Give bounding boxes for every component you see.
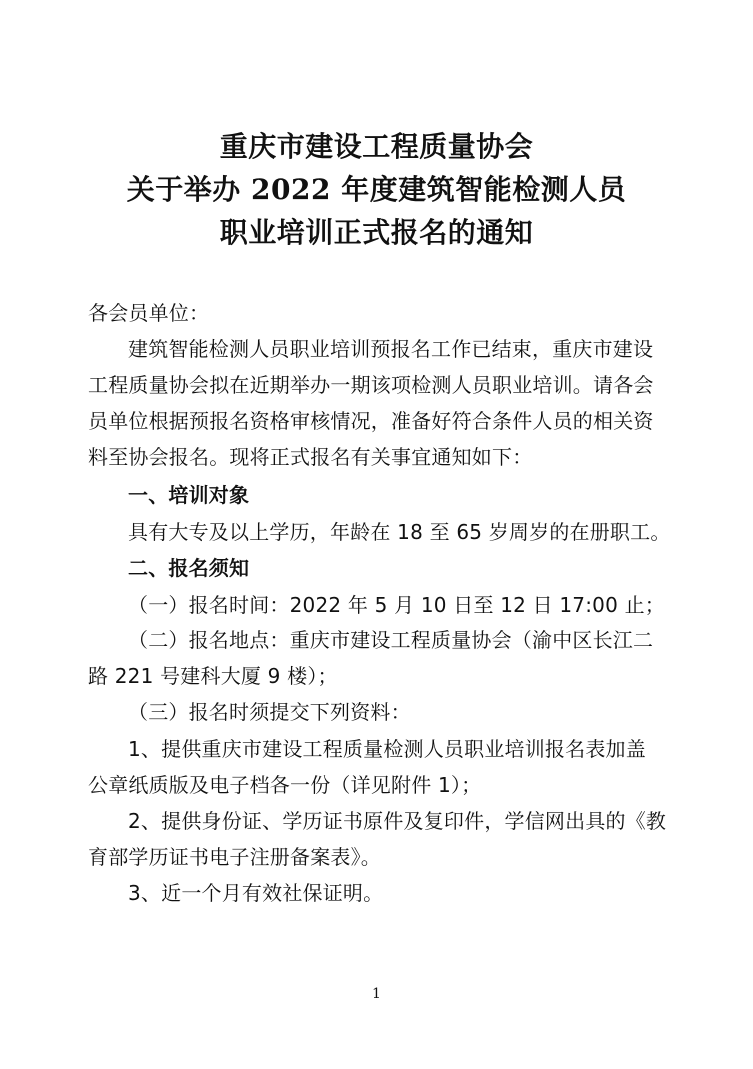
section-2-subitem-1-line-1: 1、提供重庆市建设工程质量检测人员职业培训报名表加盖 (128, 737, 646, 761)
section-2-item-2-line-2: 路 221 号建科大厦 9 楼）； (88, 664, 338, 688)
section-2-subitem-2-line-2: 育部学历证书电子注册备案表》。 (88, 845, 381, 869)
section-2-item-2-line-1: （二）报名地点：重庆市建设工程质量协会（渝中区长江二 (128, 628, 654, 652)
section-2-heading: 二、报名须知 (128, 556, 250, 580)
intro-line-1: 建筑智能检测人员职业培训预报名工作已结束，重庆市建设 (128, 337, 654, 361)
intro-line-4: 料至协会报名。现将正式报名有关事宜通知如下： (88, 445, 533, 469)
document-title-line-2: 关于举办 2022 年度建筑智能检测人员 (126, 173, 627, 206)
section-1-heading: 一、培训对象 (128, 483, 250, 507)
document-title-line-3: 职业培训正式报名的通知 (219, 216, 534, 249)
section-2-subitem-1-line-2: 公章纸质版及电子档各一份（详见附件 1）； (88, 773, 482, 797)
salutation: 各会员单位： (88, 301, 210, 325)
document-title-line-1: 重庆市建设工程质量协会 (219, 130, 534, 163)
intro-line-3: 员单位根据预报名资格审核情况，准备好符合条件人员的相关资 (88, 409, 654, 433)
intro-line-2: 工程质量协会拟在近期举办一期该项检测人员职业培训。请各会 (88, 373, 654, 397)
page-number: 1 (372, 986, 381, 1002)
section-2-item-3: （三）报名时须提交下列资料： (128, 700, 411, 724)
section-2-subitem-3: 3、近一个月有效社保证明。 (128, 881, 384, 905)
section-1-text: 具有大专及以上学历，年龄在 18 至 65 岁周岁的在册职工。 (128, 520, 671, 544)
section-2-subitem-2-line-1: 2、提供身份证、学历证书原件及复印件，学信网出具的《教 (128, 809, 667, 833)
section-2-item-1: （一）报名时间：2022 年 5 月 10 日至 12 日 17:00 止； (128, 593, 665, 617)
